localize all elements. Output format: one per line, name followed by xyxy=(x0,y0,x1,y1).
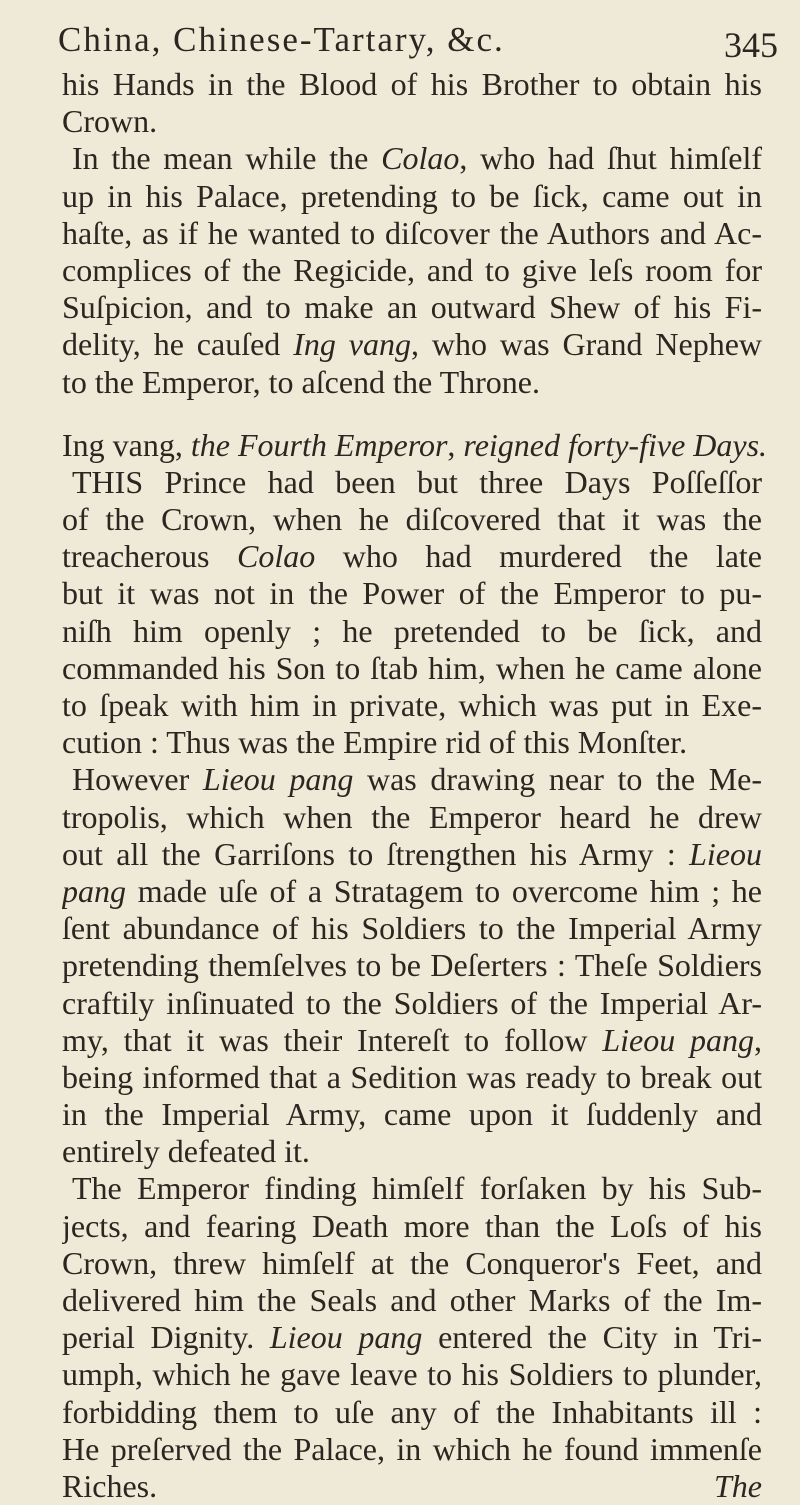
text-run: in the Imperial Army, came upon it ſuddenly and xyxy=(62,1096,762,1133)
text-run: , who had ſhut himſelf xyxy=(459,140,762,177)
text-run: delity, he cauſed xyxy=(62,326,294,363)
text-run: jects, and fearing Death more than the Loſs of his xyxy=(62,1207,762,1244)
text-line xyxy=(62,1356,762,1393)
text-line xyxy=(62,364,762,401)
text-run: Suſpicion, and to make an outward Shew of his Fi- xyxy=(62,289,762,326)
text-line xyxy=(62,289,762,326)
text-run: out all the Garriſons to ſtrengthen his Army : xyxy=(62,835,690,872)
text-run: up in his Palace, pretending to be ſick, came out in xyxy=(62,177,762,214)
text-run: delivered him the Seals and other Marks of the Im- xyxy=(62,1282,762,1318)
text-line xyxy=(62,66,762,103)
text-run: of the Crown, when he diſcovered that it was the xyxy=(62,501,762,538)
italic-text: Lieou pang xyxy=(602,1021,755,1058)
text-line xyxy=(62,215,762,252)
text-run: pretending themſelves to be Deſerters : Theſe Soldiers xyxy=(62,947,762,984)
text-run: ſent abundance of his Soldiers to the Imperial Army xyxy=(62,910,762,947)
text-run: Ing vang, xyxy=(62,426,191,463)
text-line xyxy=(62,103,762,140)
text-run: perial Dignity. xyxy=(62,1319,270,1356)
text-run: entirely defeated it. xyxy=(62,1133,310,1170)
text-run: to the Emperor, to aſcend the Throne. xyxy=(62,363,540,400)
page-number: 345 xyxy=(724,25,778,65)
italic-text: the Fourth Emperor xyxy=(190,426,448,463)
text-line xyxy=(62,947,762,984)
text-line xyxy=(62,575,762,612)
text-line xyxy=(62,426,768,464)
text-line xyxy=(62,687,762,724)
text-run: The Emperor finding himſelf forſaken by his Sub- xyxy=(72,1170,762,1207)
text-run: Crown. xyxy=(62,103,158,140)
text-line xyxy=(62,1133,762,1170)
text-run: , xyxy=(754,1021,762,1058)
text-line xyxy=(62,910,762,947)
text-line xyxy=(62,1096,762,1133)
text-run: but it was not in the Power of the Emperor to pu- xyxy=(62,575,762,612)
text-line xyxy=(62,724,762,761)
text-run: , who was Grand Nephew xyxy=(410,326,762,363)
italic-text: Lieou pang xyxy=(202,761,354,798)
text-run: entered the City in Tri- xyxy=(422,1319,762,1356)
text-run: Riches. xyxy=(62,1467,158,1504)
text-run: made uſe of a Stratagem to overcome him ; he xyxy=(126,872,762,909)
text-line xyxy=(62,1208,762,1245)
text-line xyxy=(62,326,762,363)
text-line xyxy=(62,464,762,501)
section-gap xyxy=(62,401,762,427)
text-line xyxy=(62,1394,762,1431)
text-run: He preſerved the Palace, in which he found immenſe xyxy=(62,1430,762,1467)
text-run: haſte, as if he wanted to diſcover the Authors and Ac- xyxy=(62,214,762,251)
catchword: The xyxy=(714,1467,762,1504)
text-run: my, that it was their Intereſt to follow xyxy=(62,1021,603,1058)
text-line xyxy=(62,650,762,687)
text-run: treacherous xyxy=(62,538,237,575)
text-run: being informed that a Sedition was ready to break out xyxy=(62,1058,762,1095)
text-line xyxy=(62,1059,762,1096)
text-line xyxy=(62,613,762,650)
text-line xyxy=(62,501,762,538)
text-line xyxy=(62,1170,762,1207)
text-run: niſh him openly ; he pretended to be ſick, and xyxy=(62,612,762,649)
text-run: was drawing near to the Me- xyxy=(353,761,762,798)
text-run: THIS Prince had been but three Days Poſſeſſor xyxy=(72,463,762,500)
body-text xyxy=(62,66,768,1505)
italic-text: Colao xyxy=(381,140,460,177)
text-run: Crown, threw himſelf at the Conqueror's Feet, and xyxy=(62,1244,762,1281)
text-run: tropolis, which when the Emperor heard he drew xyxy=(62,798,762,835)
text-run: craftily inſinuated to the Soldiers of the Imperial Ar- xyxy=(62,984,762,1021)
italic-text: Lieou pang xyxy=(269,1319,423,1356)
text-line xyxy=(62,1431,762,1468)
text-line xyxy=(62,1022,762,1059)
text-line xyxy=(62,538,762,575)
text-line xyxy=(62,836,762,873)
text-line xyxy=(62,252,762,289)
text-run: In the mean while the xyxy=(72,140,382,177)
text-line xyxy=(62,799,762,836)
text-run: to ſpeak with him in private, which was put in Exe- xyxy=(62,687,762,723)
italic-text: Colao xyxy=(236,538,316,575)
text-line xyxy=(62,761,762,798)
text-run: complices of the Regicide, and to give leſs room for xyxy=(62,251,762,288)
text-run: , xyxy=(447,426,464,463)
text-run: commanded his Son to ſtab him, when he came alone xyxy=(62,649,762,686)
italic-text: Lieou xyxy=(689,835,762,872)
text-line xyxy=(62,873,762,910)
text-run: who had murdered the late xyxy=(342,538,762,575)
italic-text: Ing vang xyxy=(293,326,411,363)
running-head: China, Chinese-Tartary, &c. xyxy=(58,20,505,59)
text-run: However xyxy=(72,761,203,798)
italic-text: reigned forty-five Days. xyxy=(463,426,768,463)
text-line xyxy=(62,985,762,1022)
text-run: forbidding them to uſe any of the Inhabitants ill : xyxy=(62,1393,762,1430)
text-line xyxy=(62,1468,762,1505)
text-run: umph, which he gave leave to his Soldiers to plunder, xyxy=(62,1356,762,1393)
text-line xyxy=(62,1319,762,1356)
italic-text: pang xyxy=(62,872,126,909)
text-line xyxy=(62,178,762,215)
text-run: cution : Thus was the Empire rid of this Monſter. xyxy=(62,724,688,761)
text-line xyxy=(62,1245,762,1282)
text-line xyxy=(62,140,762,177)
text-line xyxy=(62,1282,762,1319)
text-run: his Hands in the Blood of his Brother to obtain his xyxy=(62,66,762,102)
